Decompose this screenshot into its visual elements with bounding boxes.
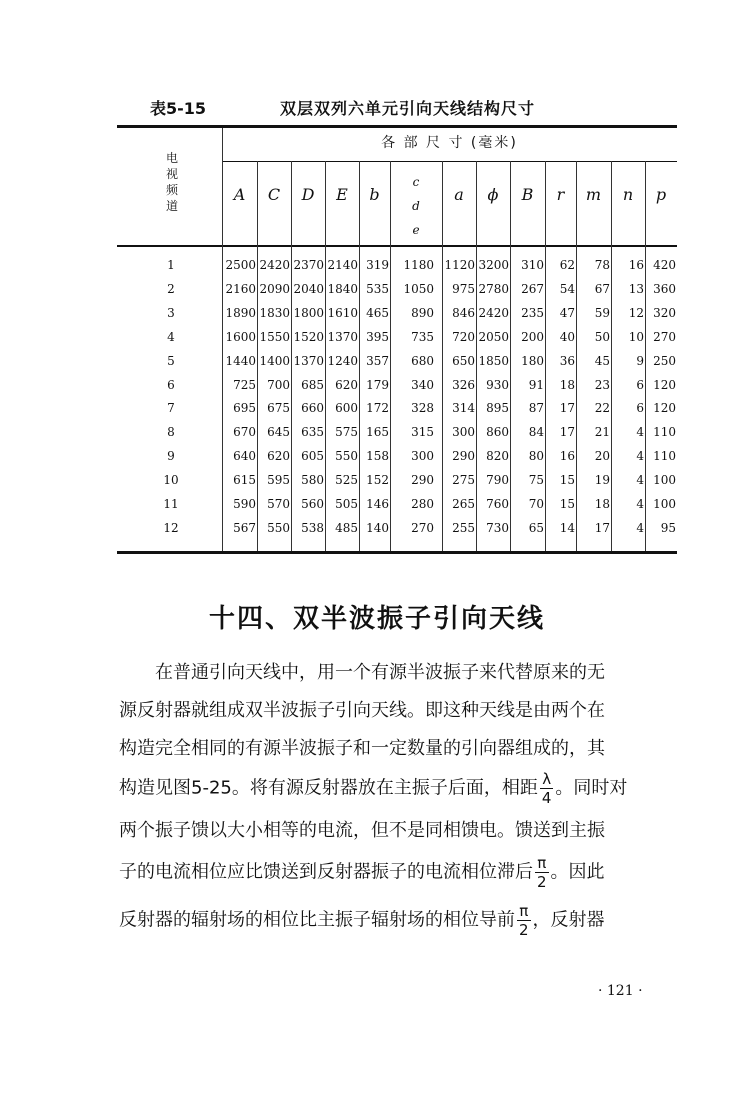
cell-r: 16 xyxy=(559,449,575,464)
cell-phi: 760 xyxy=(486,497,509,511)
cell-E: 600 xyxy=(335,401,358,416)
cell-r: 17 xyxy=(559,425,575,440)
column-header-C: C xyxy=(267,185,281,204)
cell-r: 40 xyxy=(559,329,575,344)
table-row xyxy=(117,396,677,420)
cell-n: 13 xyxy=(628,281,644,296)
cell-m: 19 xyxy=(594,473,610,488)
cell-cde: 280 xyxy=(411,497,434,511)
cell-A: 695 xyxy=(233,401,256,416)
channel-cell: 1 xyxy=(167,258,175,272)
cell-B: 91 xyxy=(528,377,544,392)
cell-r: 18 xyxy=(559,377,575,392)
cell-E: 1370 xyxy=(327,329,358,344)
cell-A: 615 xyxy=(233,473,256,488)
cell-cde: 328 xyxy=(411,401,434,416)
cell-r: 15 xyxy=(559,473,575,488)
cell-p: 320 xyxy=(653,305,676,320)
column-header-E: E xyxy=(336,185,348,204)
column-header-b: b xyxy=(369,185,380,204)
cell-C: 1400 xyxy=(259,353,290,368)
paragraph-text: ，反射器 xyxy=(532,909,605,931)
cell-B: 70 xyxy=(528,497,544,511)
table-row xyxy=(117,373,677,397)
cell-n: 4 xyxy=(636,473,644,488)
cell-A: 2160 xyxy=(225,281,256,296)
cell-p: 120 xyxy=(653,377,676,392)
cell-n: 16 xyxy=(628,258,644,272)
cell-B: 267 xyxy=(521,281,544,296)
cell-m: 45 xyxy=(594,353,610,368)
cell-r: 15 xyxy=(559,497,575,511)
cell-D: 660 xyxy=(301,401,324,416)
cell-C: 700 xyxy=(267,377,290,392)
column-header-cde-letter: e xyxy=(412,223,420,237)
table-row xyxy=(117,277,677,301)
fraction-numerator: λ xyxy=(540,770,554,789)
cell-m: 20 xyxy=(594,449,610,464)
cell-B: 87 xyxy=(528,401,544,416)
cell-p: 100 xyxy=(653,473,676,488)
cell-p: 250 xyxy=(653,353,676,368)
cell-cde: 680 xyxy=(411,353,434,368)
cell-A: 590 xyxy=(233,497,256,511)
table-row xyxy=(117,516,677,540)
cell-a: 1120 xyxy=(444,258,475,272)
column-header-cde-letter: c xyxy=(412,175,420,189)
fraction-numerator: π xyxy=(535,854,549,873)
channel-cell: 2 xyxy=(167,281,175,296)
cell-n: 4 xyxy=(636,449,644,464)
cell-a: 275 xyxy=(452,473,475,488)
dimensions-group-header: 各 部 尺 寸 (毫米) xyxy=(381,135,518,151)
cell-phi: 1850 xyxy=(478,353,509,368)
column-header-D: D xyxy=(301,185,315,204)
cell-b: 465 xyxy=(366,305,389,320)
cell-A: 1600 xyxy=(225,329,256,344)
cell-E: 575 xyxy=(335,425,358,440)
cell-b: 146 xyxy=(366,497,389,511)
cell-C: 595 xyxy=(267,473,290,488)
channel-cell: 12 xyxy=(163,520,179,535)
cell-B: 180 xyxy=(521,353,544,368)
cell-n: 4 xyxy=(636,520,644,535)
channel-cell: 4 xyxy=(167,329,175,344)
paragraph-line: 源反射器就组成双半波振子引向天线。即这种天线是由两个在 xyxy=(119,700,605,721)
column-header-B: B xyxy=(521,185,534,204)
cell-E: 1240 xyxy=(327,353,358,368)
cell-p: 110 xyxy=(653,449,676,464)
cell-C: 570 xyxy=(267,497,290,511)
cell-n: 4 xyxy=(636,497,644,511)
cell-m: 22 xyxy=(594,401,610,416)
cell-b: 152 xyxy=(366,473,389,488)
paragraph-text: 反射器的辐射场的相位比主振子辐射场的相位导前 xyxy=(119,909,515,931)
column-header-phi: ϕ xyxy=(487,185,499,204)
cell-n: 6 xyxy=(636,401,644,416)
cell-A: 640 xyxy=(233,449,256,464)
table-row xyxy=(117,492,677,516)
channel-cell: 9 xyxy=(167,449,175,464)
cell-D: 1520 xyxy=(293,329,324,344)
cell-D: 635 xyxy=(301,425,324,440)
cell-C: 620 xyxy=(267,449,290,464)
cell-cde: 890 xyxy=(411,305,434,320)
table-row xyxy=(117,325,677,349)
cell-n: 9 xyxy=(636,353,644,368)
cell-p: 95 xyxy=(660,520,676,535)
cell-a: 290 xyxy=(452,449,475,464)
cell-phi: 930 xyxy=(486,377,509,392)
cell-a: 720 xyxy=(452,329,475,344)
cell-n: 4 xyxy=(636,425,644,440)
column-header-m: m xyxy=(585,185,602,204)
cell-E: 525 xyxy=(335,473,358,488)
cell-D: 2370 xyxy=(293,258,324,272)
cell-n: 6 xyxy=(636,377,644,392)
cell-b: 395 xyxy=(366,329,389,344)
cell-a: 255 xyxy=(452,520,475,535)
table-title: 双层双列六单元引向天线结构尺寸 xyxy=(280,99,536,118)
cell-a: 314 xyxy=(452,401,475,416)
cell-cde: 270 xyxy=(411,520,434,535)
cell-A: 1890 xyxy=(225,305,256,320)
cell-b: 179 xyxy=(366,377,389,392)
cell-C: 2420 xyxy=(259,258,290,272)
cell-a: 265 xyxy=(452,497,475,511)
cell-D: 1370 xyxy=(293,353,324,368)
cell-cde: 315 xyxy=(411,425,434,440)
cell-D: 605 xyxy=(301,449,324,464)
cell-r: 54 xyxy=(559,281,575,296)
paragraph-line: 两个振子馈以大小相等的电流，但不是同相馈电。馈送到主振 xyxy=(119,820,605,841)
cell-p: 270 xyxy=(653,329,676,344)
channel-header-char: 频 xyxy=(165,183,178,197)
cell-p: 120 xyxy=(653,401,676,416)
cell-m: 67 xyxy=(594,281,610,296)
table-bottom-rule xyxy=(117,551,677,554)
column-header-cde-letter: d xyxy=(412,199,420,213)
cell-a: 326 xyxy=(452,377,475,392)
table-row xyxy=(117,468,677,492)
table-label: 表5-15 xyxy=(150,99,207,118)
cell-D: 685 xyxy=(301,377,324,392)
paragraph-text: 子的电流相位应比馈送到反射器振子的电流相位滞后 xyxy=(119,861,533,883)
channel-header-char: 道 xyxy=(165,199,178,213)
cell-phi: 2050 xyxy=(478,329,509,344)
cell-phi: 2780 xyxy=(478,281,509,296)
cell-D: 580 xyxy=(301,473,324,488)
cell-m: 78 xyxy=(594,258,610,272)
paragraph-text: 。同时对 xyxy=(555,777,628,799)
cell-cde: 340 xyxy=(411,377,434,392)
cell-m: 50 xyxy=(594,329,610,344)
channel-cell: 10 xyxy=(163,473,179,488)
cell-r: 62 xyxy=(559,258,575,272)
cell-b: 357 xyxy=(366,353,389,368)
table-row xyxy=(117,349,677,373)
channel-cell: 11 xyxy=(163,497,179,511)
cell-A: 1440 xyxy=(225,353,256,368)
paragraph-line xyxy=(119,902,605,939)
fraction-denominator: 2 xyxy=(519,921,529,939)
channel-cell: 8 xyxy=(167,425,175,440)
cell-E: 485 xyxy=(335,520,358,535)
column-header-cde-text xyxy=(390,170,442,242)
cell-cde: 735 xyxy=(411,329,434,344)
cell-A: 2500 xyxy=(225,258,256,272)
cell-C: 2090 xyxy=(259,281,290,296)
cell-b: 535 xyxy=(366,281,389,296)
cell-r: 47 xyxy=(559,305,575,320)
cell-E: 1610 xyxy=(327,305,358,320)
cell-phi: 860 xyxy=(486,425,509,440)
channel-header-char: 电 xyxy=(165,151,178,165)
cell-n: 10 xyxy=(628,329,644,344)
cell-b: 165 xyxy=(366,425,389,440)
table-row xyxy=(117,420,677,444)
cell-A: 725 xyxy=(233,377,256,392)
cell-phi: 895 xyxy=(486,401,509,416)
cell-p: 100 xyxy=(653,497,676,511)
cell-cde: 1180 xyxy=(403,258,434,272)
cell-a: 846 xyxy=(452,305,475,320)
cell-C: 1550 xyxy=(259,329,290,344)
pi-over-2-fraction xyxy=(517,902,531,939)
cell-D: 1800 xyxy=(293,305,324,320)
table-row xyxy=(117,444,677,468)
header-bottom-rule xyxy=(117,245,677,247)
paragraph-text: 。因此 xyxy=(550,861,605,883)
cell-D: 2040 xyxy=(293,281,324,296)
cell-phi: 3200 xyxy=(478,258,509,272)
cell-b: 158 xyxy=(366,449,389,464)
fraction-denominator: 4 xyxy=(541,789,552,807)
cell-b: 319 xyxy=(366,258,389,272)
cell-r: 17 xyxy=(559,401,575,416)
lambda-over-4-fraction xyxy=(540,770,554,807)
cell-E: 1840 xyxy=(327,281,358,296)
column-header-p: p xyxy=(655,185,667,204)
cell-phi: 790 xyxy=(486,473,509,488)
cell-r: 36 xyxy=(559,353,575,368)
channel-header-char: 视 xyxy=(165,167,178,181)
cell-a: 300 xyxy=(452,425,475,440)
pi-over-2-fraction xyxy=(535,854,549,891)
section-title: 十四、双半波振子引向天线 xyxy=(208,604,545,634)
cell-B: 80 xyxy=(528,449,544,464)
cell-A: 567 xyxy=(233,520,256,535)
cell-phi: 2420 xyxy=(478,305,509,320)
cell-phi: 730 xyxy=(486,520,509,535)
paragraph-line: 构造完全相同的有源半波振子和一定数量的引向器组成的，其 xyxy=(119,738,605,759)
fraction-numerator: π xyxy=(517,902,531,921)
cell-C: 550 xyxy=(267,520,290,535)
cell-m: 18 xyxy=(594,497,610,511)
channel-cell: 7 xyxy=(167,401,175,416)
cell-m: 17 xyxy=(594,520,610,535)
column-header-a: a xyxy=(454,185,464,204)
cell-m: 59 xyxy=(594,305,610,320)
cell-D: 538 xyxy=(301,520,324,535)
column-header-cde xyxy=(390,170,442,242)
cell-D: 560 xyxy=(301,497,324,511)
fraction-denominator: 2 xyxy=(537,873,547,891)
cell-E: 620 xyxy=(335,377,358,392)
cell-a: 975 xyxy=(452,281,475,296)
cell-C: 645 xyxy=(267,425,290,440)
cell-n: 12 xyxy=(628,305,644,320)
cell-E: 505 xyxy=(335,497,358,511)
cell-b: 140 xyxy=(366,520,389,535)
cell-E: 550 xyxy=(335,449,358,464)
channel-column-header xyxy=(160,150,184,214)
channel-cell: 6 xyxy=(167,377,175,392)
cell-E: 2140 xyxy=(327,258,358,272)
cell-cde: 1050 xyxy=(403,281,434,296)
cell-p: 420 xyxy=(653,258,676,272)
cell-C: 675 xyxy=(267,401,290,416)
cell-B: 75 xyxy=(528,473,544,488)
table-row xyxy=(117,253,677,277)
cell-phi: 820 xyxy=(486,449,509,464)
cell-a: 650 xyxy=(452,353,475,368)
cell-b: 172 xyxy=(366,401,389,416)
cell-m: 23 xyxy=(594,377,610,392)
paragraph-line xyxy=(119,770,627,807)
channel-cell: 5 xyxy=(167,353,175,368)
paragraph-line xyxy=(119,854,605,891)
column-header-n: n xyxy=(622,185,634,204)
cell-A: 670 xyxy=(233,425,256,440)
cell-r: 14 xyxy=(559,520,575,535)
cell-B: 200 xyxy=(521,329,544,344)
cell-cde: 290 xyxy=(411,473,434,488)
cell-p: 360 xyxy=(653,281,676,296)
cell-B: 235 xyxy=(521,305,544,320)
table-row xyxy=(117,301,677,325)
paragraph-line: 在普通引向天线中，用一个有源半波振子来代替原来的无 xyxy=(155,662,605,683)
column-header-r: r xyxy=(556,185,565,204)
cell-C: 1830 xyxy=(259,305,290,320)
column-header-A: A xyxy=(233,185,246,204)
cell-m: 21 xyxy=(594,425,610,440)
cell-p: 110 xyxy=(653,425,676,440)
cell-B: 310 xyxy=(521,258,544,272)
cell-B: 84 xyxy=(528,425,544,440)
cell-cde: 300 xyxy=(411,449,434,464)
table-top-rule xyxy=(117,125,677,128)
cell-B: 65 xyxy=(528,520,544,535)
page-number: · 121 · xyxy=(598,983,643,999)
paragraph-text: 构造见图5-25。将有源反射器放在主振子后面，相距 xyxy=(119,777,538,799)
channel-cell: 3 xyxy=(167,305,175,320)
